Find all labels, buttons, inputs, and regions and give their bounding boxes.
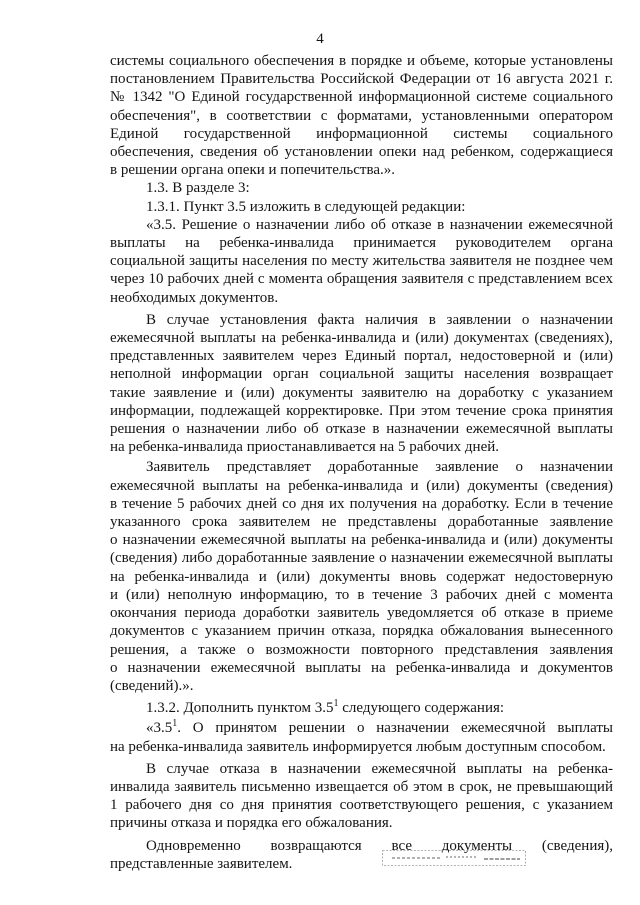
text-line: неполной информации орган социальной защиты населения возвращает [110,366,613,383]
text-line: «3.5. Решение о назначении либо об отказе в назначении ежемесячной [146,216,613,233]
text-line: выплаты на ребенка-инвалида принимается руководителем органа [110,235,613,252]
text-line: на ребенка-инвалида заявитель информируется любым доступным способом. [110,738,606,755]
text-line: ежемесячной выплаты на ребенка-инвалида и (или) документы (сведения) [110,477,613,494]
text-line: в течение 5 рабочих дней со дня их получения на доработку. Если в течение [110,495,613,512]
paragraph-case [110,311,613,457]
item-1-3-2-rest: следующего содержания: [338,700,505,717]
text-line: В случае отказа в назначении ежемесячной выплаты на ребенка- [146,760,613,777]
document-body [110,52,613,873]
text-line: обеспечения", в соответствии с форматами, установленными оператором [110,107,613,124]
text-line: (сведений).». [110,677,194,694]
page-number: 4 [316,31,324,47]
text-line: решения, а также о возможности повторного представления заявления [110,641,613,658]
item-1-3-2 [110,699,613,717]
text-line [110,719,613,737]
superscript: 1 [172,718,178,730]
text-line: и (или) неполную информацию, то в течение 3 рабочих дней с момента [110,586,613,603]
text-line: в решении органа опеки и попечительства.». [110,162,396,179]
text-line: необходимых документов. [110,289,279,306]
text-line: ежемесячной выплаты на ребенка-инвалида и (или) документах (сведениях), [110,330,613,347]
text-line: постановлением Правительства Российской Федерации от 16 августа 2021 г. [110,71,613,88]
text-line: социальной защиты населения по месту жительства заявителя не позднее чем [110,253,613,270]
text-line: решения о назначении либо об отказе в назначении ежемесячной выплаты [110,421,613,438]
text-line: документов с указанием причин отказа, порядка обжалования вынесенного [110,623,613,640]
text-line: Одновременно возвращаются все документы (сведения), [146,837,613,854]
text-line: № 1342 "О Единой государственной информационной системе социального [110,89,613,106]
paragraph-refusal [110,760,613,833]
text-line: такие заявление и (или) документы заявителю на доработку с указанием [110,384,613,401]
item-1-3-2-text: 1.3.2. Дополнить пунктом 3.5 [146,700,334,717]
text-line: на ребенка-инвалида и (или) документы вновь содержат недостоверную [110,568,613,585]
paragraph-applicant [110,458,613,695]
text-line: причины отказа и порядка его обжалования. [110,815,393,832]
text-line: Заявитель представляет доработанные заявление о назначении [146,459,613,476]
text-line: Единой государственной информационной системы социального [110,125,613,142]
clause-text: . О принятом решении о назначении ежемесячной выплаты [177,720,613,737]
text-line: (сведения) либо доработанные заявление о назначении ежемесячной выплаты [110,550,613,567]
text-line: о назначении ежемесячной выплаты на ребенка-инвалида и документов [110,659,613,676]
item-1-3: 1.3. В разделе 3: [146,180,250,197]
paragraph-3-5-1 [110,719,613,755]
paragraph-3-5 [110,216,613,307]
text-line: системы социального обеспечения в порядке и объеме, которые установлены [110,53,613,69]
text-line: представленных заявителем через Единый портал, недостоверной и (или) [110,348,613,365]
text-line: на ребенка-инвалида приостанавливается на 5 рабочих дней. [110,439,500,456]
paragraph-intro [110,52,613,179]
registration-stamp [382,850,526,866]
clause-number: «3.5 [146,720,173,737]
paragraph-return [110,837,613,873]
text-line: 1 рабочего дня со дня принятия соответствующего решения, с указанием [110,797,613,814]
text-line: информации, подлежащей корректировке. При этом течение срока принятия [110,402,613,419]
text-line: о назначении ежемесячной выплаты на ребенка-инвалида и (или) документы [110,532,613,549]
item-1-3-1: 1.3.1. Пункт 3.5 изложить в следующей редакции: [146,198,466,215]
text-line: через 10 рабочих дней с момента обращения заявителя с представлением всех [110,271,613,288]
text-line: инвалида заявитель письменно извещается об этом в срок, не превышающий [110,778,613,795]
text-line: обеспечения, сведения об установлении опеки над ребенком, содержащиеся [110,144,613,161]
text-line: окончания периода доработки заявитель уведомляется об отказе в приеме [110,605,613,622]
superscript: 1 [333,698,339,710]
text-line: В случае установления факта наличия в заявлении о назначении [146,311,613,328]
text-line: представленные заявителем. [110,855,293,872]
text-line: указанного срока заявителем не представлены доработанные заявление [110,514,613,531]
